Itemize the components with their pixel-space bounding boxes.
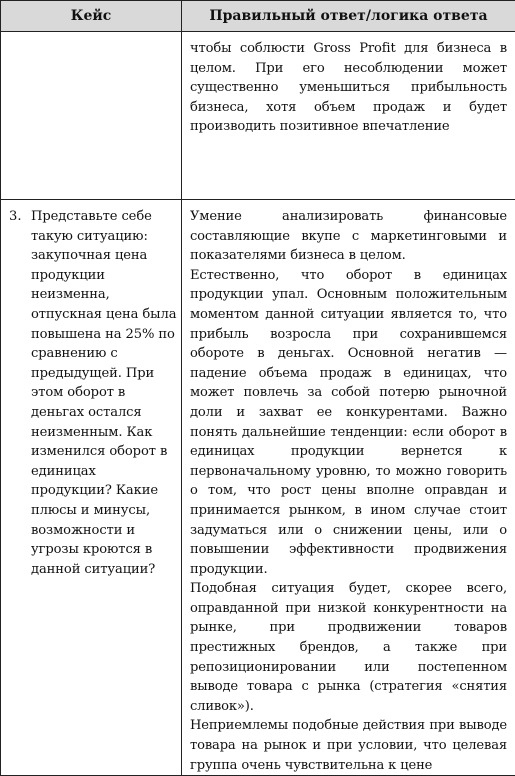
answer-cell-continuation xyxy=(182,32,515,200)
table-row-continuation xyxy=(1,32,515,200)
answer-paragraph-1: Умение анализировать финансовые составляющие вкупе с маркетинговыми и показателями бизнеса в целом. xyxy=(190,207,507,266)
answer-paragraph-4: Неприемлемы подобные действия при выводе товара на рынок и при условии, что целевая группа очень чувствительна к цене xyxy=(190,716,507,775)
header-answer: Правильный ответ/логика ответа xyxy=(182,1,515,32)
table-row-case-3 xyxy=(1,200,515,776)
continuation-answer-text: чтобы соблюсти Gross Profit для бизнеса в целом. При его несоблюдении может существенно уменьшиться прибыльность бизнеса, хотя объем продаж и будет производить позитивное впечатление xyxy=(190,39,507,137)
answer-paragraph-2: Естественно, что оборот в единицах продукции упал. Основным положительным моментом данной ситуации является то, что прибыль возросла при сохранившемся обороте в деньгах. Основной негатив — падение объема продаж в единицах, что может повлечь за собой потерю рыночной доли и захват ее конкурентами. Важно понять дальнейшие тенденции: если оборот в единицах продукции вернется к первоначальному уровню, то можно говорить о том, что рост цены вполне оправдан и принимается рынком, в ином случае стоит задуматься или о снижении цены, или о повышении эффективности продвижения продукции. xyxy=(190,266,507,580)
header-case: Кейс xyxy=(1,1,182,32)
answer-cell-3 xyxy=(182,200,515,776)
answer-paragraph-3: Подобная ситуация будет, скорее всего, оправданной при низкой конкурентности на рынке, при продвижении товаров престижных брендов, а также при репозиционировании или постепенном выводе товара с рынка (стратегия «снятия сливок»). xyxy=(190,579,507,716)
case-cell-empty xyxy=(1,32,182,200)
table-header-row xyxy=(1,1,515,32)
case-cell-3 xyxy=(1,200,182,776)
case-question: Представьте себе такую ситуацию: закупочная цена продукции неизменна, отпускная цена была повышена на 25% по сравнению с предыдущей. При этом оборот в деньгах остался неизменным. Как изменился оборот в единицах продукции? Какие плюсы и минусы, возможности и угрозы кроются в данной ситуации? xyxy=(31,207,177,579)
case-number: 3. xyxy=(9,207,31,579)
